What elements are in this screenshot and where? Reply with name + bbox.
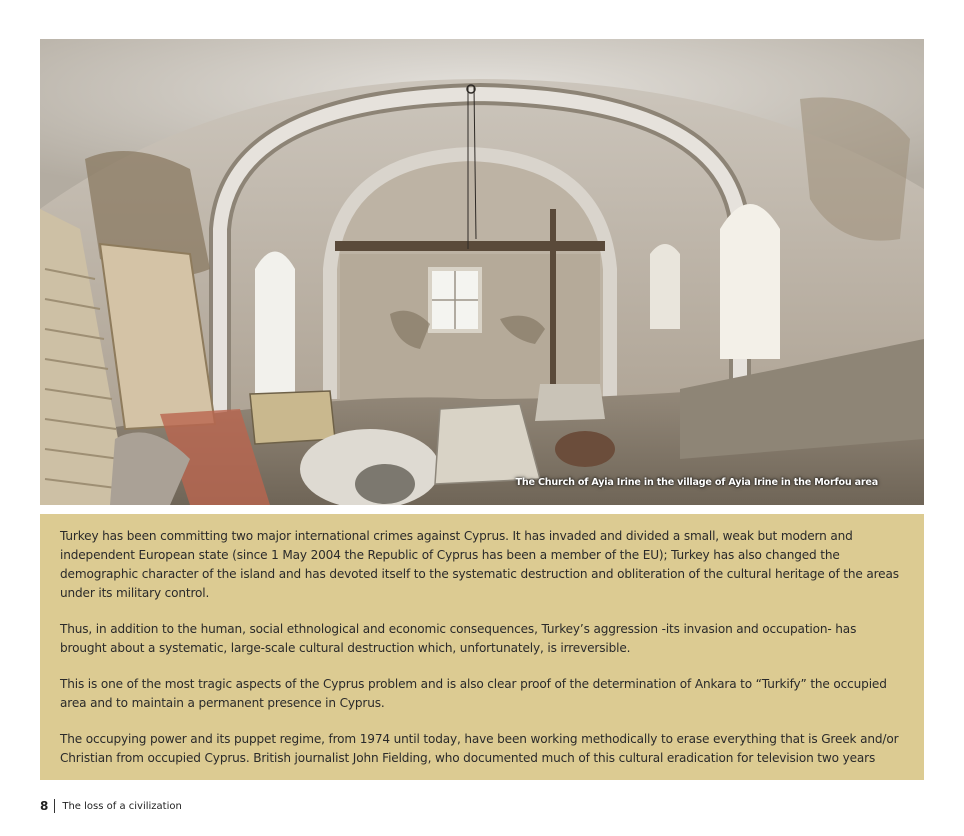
church-interior-illustration bbox=[40, 39, 924, 505]
footer-separator bbox=[54, 799, 55, 813]
page-number: 8 bbox=[40, 799, 49, 813]
page-footer bbox=[40, 798, 182, 814]
body-text-box bbox=[40, 514, 924, 780]
paragraph-4: The occupying power and its puppet regime, from 1974 until today, have been working methodically to erase everything that is Greek and/or Christian from occupied Cyprus. British journalist John Fielding, who documented much of this cultural eradication for television two years bbox=[60, 732, 899, 765]
paragraph-1: Turkey has been committing two major international crimes against Cyprus. It has invaded and divided a small, weak but modern and independent European state (since 1 May 2004 the Republic of Cyprus has been a member of the EU); Turkey has also changed the demographic character of the island and has devoted itself to the systematic destruction and obliteration of the cultural heritage of the areas under its military control. bbox=[60, 529, 899, 600]
paragraph-3: This is one of the most tragic aspects of the Cyprus problem and is also clear proof of the determination of Ankara to “Turkify” the occupied area and to maintain a permanent presence in Cyprus. bbox=[60, 677, 887, 710]
paragraph-2: Thus, in addition to the human, social ethnological and economic consequences, Turkey’s aggression -its invasion and occupation- has brought about a systematic, large-scale cultural destruction which, unfortunately, is irreversible. bbox=[60, 622, 857, 655]
section-title: The loss of a civilization bbox=[62, 800, 182, 812]
church-interior-photo bbox=[40, 39, 924, 505]
photo-caption: The Church of Ayia Irine in the village of Ayia Irine in the Morfou area bbox=[515, 477, 878, 488]
